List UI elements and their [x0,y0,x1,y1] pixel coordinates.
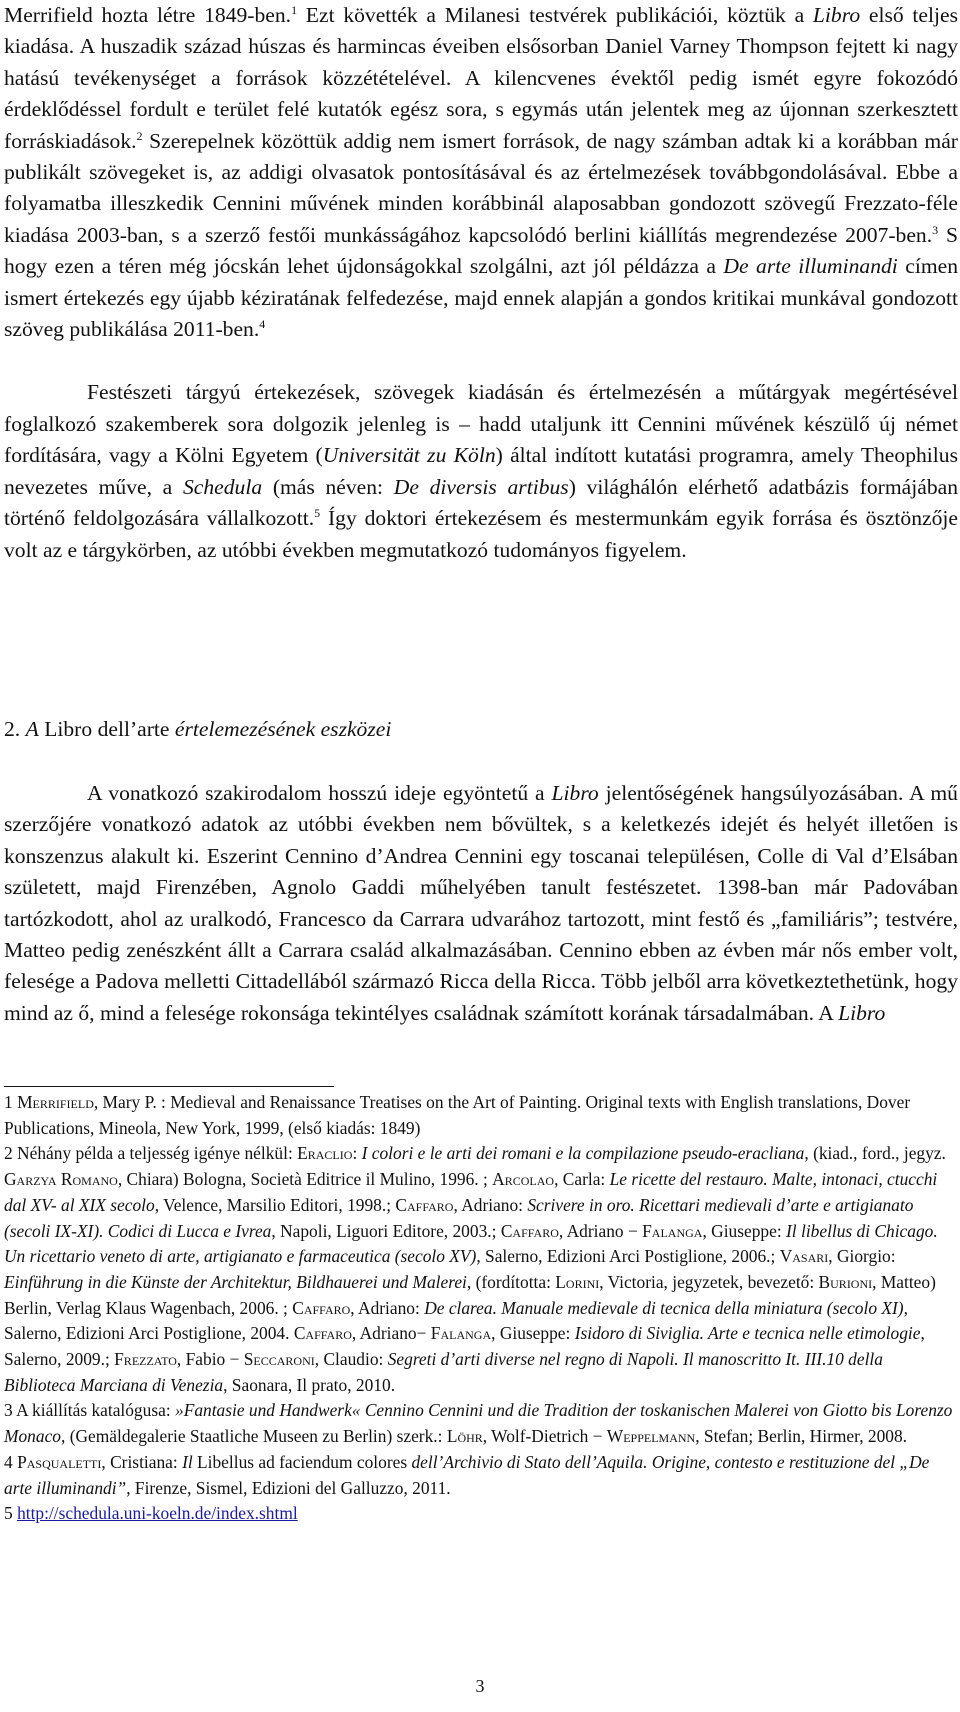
author-name: Arcolao [492,1169,555,1190]
text-run: Salerno, Edizioni Arci Postiglione, 2004. [4,1323,294,1344]
author-name: Vasari [779,1246,829,1267]
text-run: , Stefan; Berlin, Hirmer, 2008. [695,1426,908,1447]
text-run: , Salerno, 2009.; [4,1323,925,1370]
footnote-3 [4,1398,958,1449]
text-run: Festészeti tárgyú értekezések, szövegek kiadásán és értelmezésén a műtárgyak megértésével foglalkozó szakemberek sora dolgozik jelenleg is – hadd utaljunk itt Cennini művének készülő új német fordítására, vagy a Kölni Egyetem ( [4,380,958,468]
text-run: Merrifield hozta létre 1849-ben. [4,3,292,27]
author-name: Burioni [818,1271,873,1292]
footnote-number: 2 [4,1143,13,1164]
paragraph-1 [4,0,958,345]
heading-title: Libro dell’arte [38,717,175,741]
book-title: Isidoro di Siviglia. Arte e tecnica nelle etimologie [574,1323,921,1344]
text-run: Ezt követték a Milanesi testvérek publikációi, köztük a [297,3,813,27]
text-run: Így doktori értekezésem és mestermunkám egyik forrása és ösztönzője volt az e tárgykörben, az utóbbi években megmutatkozó tudományos figyelem. [4,506,958,562]
heading-italic: A [25,717,39,741]
author-name: Pasqualetti [17,1451,102,1472]
text-run: , Saonara, Il prato, 2010. [223,1374,396,1395]
footnote-link[interactable]: http://schedula.uni-koeln.de/index.shtml [17,1503,298,1524]
footnote-5 [4,1501,958,1527]
text-run: , Giorgio: [828,1246,896,1267]
footnote-ref-1[interactable]: 1 [291,2,298,17]
text-run: , Fabio − [176,1349,244,1370]
footnote-number: 5 [4,1503,13,1524]
text-run: A vonatkozó szakirodalom hosszú ideje egyöntetű a [87,781,552,805]
italic-title: De arte illuminandi [723,254,898,279]
book-title: De clarea. Manuale medievale di tecnica della miniatura (secolo XI), [424,1297,908,1318]
footnote-ref-5[interactable]: 5 [314,505,321,520]
book-title: Il [182,1451,193,1472]
text-run: , (Gemäldegalerie Staatliche Museen zu Berlin) szerk.: [61,1426,447,1447]
text-run: , Wolf-Dietrich − [482,1426,607,1447]
text-run: (más néven: [262,474,394,499]
section-2-body [4,778,958,1029]
book-title: »Fantasie und Handwerk« Cennino Cennini und die Tradition der toskanischen Malerei von Giotto bis Lorenzo Monaco [4,1400,953,1447]
text-run: , Giuseppe: [491,1323,575,1344]
author-name: Caffaro [293,1323,352,1344]
footnote-2 [4,1141,958,1398]
author-name: Caffaro [395,1194,454,1215]
paragraph-2 [4,377,958,565]
book-title: Segreti d’arti diverse nel regno di Napoli. Il manoscritto It. III.10 della Biblioteca Marciana di Venezia [4,1349,883,1395]
italic-title: Libro [812,3,861,27]
text-run: , Adriano: [453,1194,528,1215]
text-run: címen ismert értekezés egy újabb kéziratának felfedezése, majd ennek alapján a gondos kritikai munkával gondozott szöveg publikálása 2011-ben. [4,254,958,342]
footnote-ref-2[interactable]: 2 [136,128,143,143]
book-title: Einführung in die Künste der Architektur, Bildhauerei und Malerei [4,1271,467,1292]
text-run: , (fordította: [466,1271,556,1292]
author-name: Caffaro [292,1297,351,1318]
author-name: Garzya Romano [4,1169,118,1190]
heading-italic: értelemezésének eszközei [174,717,392,741]
footnote-1 [4,1090,958,1141]
text-run: első teljes kiadása. A huszadik század húszas és harmincas éveiben elsősorban Daniel Varney Thompson fejtett ki nagy hatású tevékenységet a források közzétételével. A kilencvenes évektől pedig ismét egyre fokozódó érdeklődéssel fordult e terület felé kutatók egész sora, s egymás után jelentek meg az újonnan szerkesztett forráskiadások. [4,3,958,153]
text-run: , Claudio: [314,1349,388,1370]
book-title: Il libellus di Chicago. Un ricettario veneto di arte, artigianato e farmaceutica (secolo XV) [4,1220,938,1267]
text-run: , Victoria, jegyzetek, bevezető: [599,1271,819,1292]
text-run: ) által indított kutatási programra, amely Theophilus nevezetes műve, a [4,443,958,499]
footnotes [4,1090,958,1527]
text-run: , Adriano− [351,1323,431,1344]
book-title: dell’Archivio di Stato dell’Aquila. Origine, contesto e restituzione del „De arte illuminandi” [4,1451,930,1498]
book-title: Le ricette del restauro. Malte, intonaci, ctucchi dal XV- al XIX secolo [4,1169,938,1215]
footnote-number: 1 [4,1092,13,1112]
text-run: , Velence, Marsilio Editori, 1998.; [154,1194,396,1215]
author-name: Lorini [555,1271,600,1292]
text-run: , Giuseppe: [702,1220,787,1241]
text-run: , (kiad., ford., jegyz. [804,1143,946,1164]
italic-title: De diversis artibus [393,474,569,499]
text-run: , Napoli, Liguori Editore, 2003.; [271,1220,501,1241]
author-name: Seccaroni [243,1349,315,1370]
author-name: Caffaro [500,1220,559,1241]
footnote-number: 4 [4,1451,13,1472]
text-run: , Carla: [554,1169,610,1190]
document-page [4,0,958,1524]
text-run: Szerepelnek közöttük addig nem ismert források, de nagy számban adtak ki a korábban már publikált szövegeket is, az addigi olvasatok pontosításával és az értelmezések továbbgondolásával. Ebbe a folyamatba illeszkedik Cennini művének minden korábbinál alaposabban gondozott szövegű Frezzato-féle kiadása 2003-ban, s a szerző festői munkásságához kapcsolódó berlini kiállítás megrendezése 2007-ben. [4,128,958,247]
book-title: Scrivere in oro. Ricettari medievali d’arte e artigianato (secoli IX-XI). Codici di Lucca e Ivrea [4,1194,914,1241]
page-number: 3 [475,1676,485,1696]
footnote-separator [4,1086,334,1087]
text-run: Néhány példa a teljesség igénye nélkül: [12,1143,298,1164]
section-heading [4,714,391,745]
author-name: Löhr [446,1426,483,1447]
italic-title: Schedula [182,474,263,499]
author-name: Falanga [642,1220,703,1241]
italic-title: Universität zu Köln [322,443,496,468]
paragraph-3 [4,778,958,1029]
text-run: , Matteo) Berlin, Verlag Klaus Wagenbach, 2006. ; [4,1271,936,1318]
text-run: : [352,1143,362,1164]
section-number: 2. [4,717,26,741]
author-name: Eraclio [297,1143,353,1164]
text-run: , Firenze, Sismel, Edizioni del Galluzzo, 2011. [126,1477,451,1498]
italic-title: Libro [838,1000,886,1025]
text-run: , Salerno, Edizioni Arci Postiglione, 2006.; [476,1246,780,1267]
text-run: , Mary P. : Medieval and Renaissance Treatises on the Art of Painting. Original texts with English translations, Dover Publications, Mineola, New York, 1999, (első kiadás: 1849) [4,1092,911,1138]
text-run: A kiállítás katalógusa: [12,1400,175,1421]
text-run: S hogy ezen a téren még jócskán lehet újdonságokkal szolgálni, azt jól példázza a [4,222,958,279]
author-name: Falanga [430,1323,492,1344]
footnote-ref-4[interactable]: 4 [259,316,266,331]
book-title: I colori e le arti dei romani e la compilazione pseudo-eracliana [361,1143,805,1164]
text-run: , Adriano − [558,1220,643,1241]
text-run: jelentőségének hangsúlyozásában. A mű szerzőjére vonatkozó adatok az utóbbi években nem bővültek, s a keletkezés idejét és helyét illetően is konszenzus alakult ki. Eszerint Cennino d’Andrea Cennini egy toscanai településen, Colle di Val d’Elsában született, majd Firenzében, Agnolo Gaddi műhelyében tanult festészetet. 1398-ban már Padovában tartózkodott, ahol az uralkodó, Francesco da Carrara udvarához tartozott, mint festő és „familiáris”; testvére, Matteo pedig zenészként állt a Carrara család alkalmazásában. Cennino ebben az évben már nős ember volt, felesége a Padova melletti Cittadellából származó Ricca della Ricca. Több jelből arra következtethetünk, hogy mind az ő, mind a felesége rokonsága tekintélyes családnak számított korának társadalmában. A [4,781,958,1025]
footnote-number: 3 [4,1400,13,1421]
text-run: , Cristiana: [101,1451,183,1472]
text-run: Libellus ad faciendum colores [192,1451,412,1472]
text-run: ) világhálón elérhető adatbázis formájában történő feldolgozására vállalkozott. [4,474,958,531]
author-name: Merrifield [17,1092,94,1112]
author-name: Weppelmann [606,1426,696,1447]
author-name: Frezzato [114,1349,177,1370]
text-run: , Adriano: [350,1297,425,1318]
italic-title: Libro [551,781,599,805]
footnote-4 [4,1450,958,1501]
text-run: , Chiara) Bologna, Società Editrice il Mulino, 1996. ; [117,1169,493,1190]
footnote-ref-3[interactable]: 3 [932,222,939,237]
